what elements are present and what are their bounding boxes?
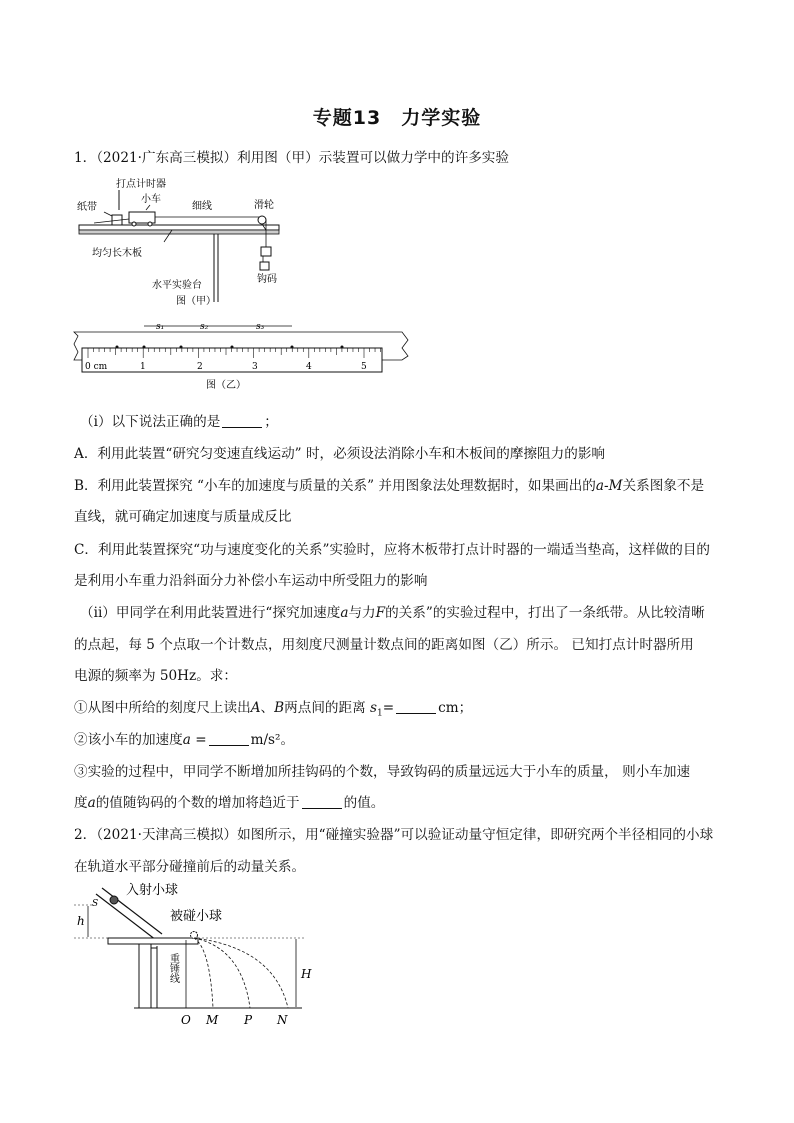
answer-blank-a[interactable] [209,733,249,746]
answer-blank-limit[interactable] [302,796,342,809]
label-fig-a: 图（甲） [176,296,216,307]
tick-2: 2 [197,362,203,372]
figure-apparatus [74,172,294,307]
label-h: h [77,914,85,928]
label-car: 小车 [141,194,161,205]
label-incident: 入射小球 [126,883,179,898]
label-weight: 钩码 [257,274,277,285]
option-b: B．利用此装置探究 “小车的加速度与质量的关系” 并用图象法处理数据时，如果画出的a-M关系图象不是 [74,478,705,494]
q1-sub-ii: （ii）甲同学在利用此装置进行“探究加速度a与力F的关系”的实验过程中，打出了一条纸带。从比较清晰 [80,605,705,621]
tick-1: 1 [140,362,146,372]
q1-sub-ii-3: 电源的频率为 50Hz。求： [74,668,237,684]
item-2: ②该小车的加速度a = m/s²。 [74,732,295,748]
tick-5: 5 [361,362,367,372]
q1-stem: 1．（2021·广东高三模拟）利用图（甲）示装置可以做力学中的许多实验 [74,150,509,166]
figure-collision [74,878,314,1028]
point-m: M [206,1013,219,1027]
label-s3: s₃ [256,322,265,332]
label-s: S [92,899,99,909]
label-big-h: H [301,967,312,981]
label-table: 水平实验台 [152,280,202,291]
item-3-cont: 度a的值随钩码的个数的增加将趋近于 的值。 [74,795,385,811]
label-target: 被碰小球 [170,909,223,924]
item-3: ③实验的过程中，甲同学不断增加所挂钩码的个数，导致钩码的质量远远大于小车的质量， 则小车加速 [74,764,691,780]
figure-ruler [72,316,412,396]
label-s2: s₂ [200,322,209,332]
distance-markers [144,322,292,332]
q1-sub-i: （i）以下说法正确的是 ； [80,414,278,430]
label-timer: 打点计时器 [116,179,166,190]
ruler-unit: 0 cm [85,362,108,372]
label-s1: s₁ [156,322,165,332]
tick-4: 4 [306,362,312,372]
label-plumb: 重锤线 [167,953,179,983]
label-pulley: 滑轮 [254,200,274,211]
page-title: 专题13 力学实验 [312,107,482,129]
q2-stem: 2．（2021·天津高三模拟）如图所示，用“碰撞实验器”可以验证动量守恒定律，即研究两个半径相同的小球 [74,827,714,843]
option-a: A．利用此装置“研究匀变速直线运动” 时，必须设法消除小车和木板间的摩擦阻力的影响 [74,446,606,462]
answer-blank[interactable] [222,415,262,428]
q2-stem-cont: 在轨道水平部分碰撞前后的动量关系。 [74,859,306,875]
item-1: ①从图中所给的刻度尺上读出A、B两点间的距离 $s_1=$ cm； [74,700,473,719]
label-string: 细线 [192,201,212,212]
label-tape: 纸带 [77,202,97,213]
option-c: C．利用此装置探究“功与速度变化的关系”实验时，应将木板带打点计时器的一端适当垫高，这样做的目的 [74,542,711,558]
option-b-cont: 直线，就可确定加速度与质量成反比 [74,509,292,525]
point-o: O [181,1013,191,1027]
answer-blank-s1[interactable] [396,701,436,714]
point-n: N [277,1013,288,1027]
option-c-cont: 是利用小车重力沿斜面分力补偿小车运动中所受阻力的影响 [74,573,428,589]
label-fig-b: 图（乙） [206,380,246,391]
point-p: P [244,1013,253,1027]
tick-3: 3 [252,362,258,372]
label-board: 均匀长木板 [92,248,142,259]
q1-sub-ii-2: 的点起，每 5 个点取一个计数点，用刻度尺测量计数点间的距离如图（乙）所示。 已知打点计时器所用 [74,637,694,653]
